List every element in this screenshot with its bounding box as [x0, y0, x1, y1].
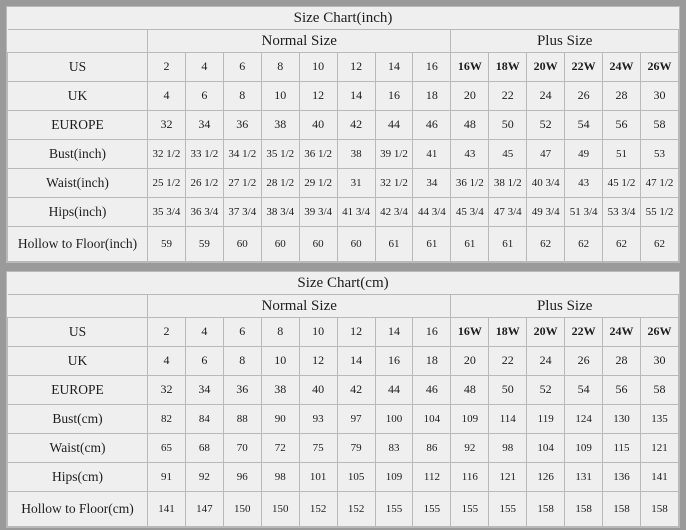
cell: 62	[603, 227, 641, 262]
cell: 33 1/2	[185, 140, 223, 169]
cell: 4	[185, 53, 223, 82]
cell: 97	[337, 405, 375, 434]
cell: 61	[451, 227, 489, 262]
cell: 48	[451, 376, 489, 405]
cell: 45	[489, 140, 527, 169]
table-row	[8, 318, 679, 347]
chart-title-row	[8, 272, 679, 295]
table-row	[8, 111, 679, 140]
cell: 39 3/4	[299, 198, 337, 227]
cell: 55 1/2	[640, 198, 678, 227]
cell: 36 3/4	[185, 198, 223, 227]
cell: 2	[148, 53, 186, 82]
cell: 25 1/2	[148, 169, 186, 198]
table-row	[8, 169, 679, 198]
cell: 35 3/4	[148, 198, 186, 227]
cell: 155	[375, 492, 413, 527]
cell: 98	[261, 463, 299, 492]
size-chart-cm	[6, 271, 680, 528]
cell: 75	[299, 434, 337, 463]
cell: 82	[148, 405, 186, 434]
table-row	[8, 492, 679, 527]
cell: 92	[451, 434, 489, 463]
cell: 56	[603, 376, 641, 405]
cell: 152	[299, 492, 337, 527]
cell: 68	[185, 434, 223, 463]
cell: 6	[185, 82, 223, 111]
cell: 59	[148, 227, 186, 262]
table-row	[8, 347, 679, 376]
cell: 150	[261, 492, 299, 527]
cell: 98	[489, 434, 527, 463]
cell: 18	[413, 347, 451, 376]
cell: 20	[451, 82, 489, 111]
cell: 28 1/2	[261, 169, 299, 198]
cell: 12	[299, 347, 337, 376]
cell: 59	[185, 227, 223, 262]
cell: 54	[565, 376, 603, 405]
cell: 8	[261, 53, 299, 82]
cell: 4	[148, 347, 186, 376]
cell: 109	[451, 405, 489, 434]
cell: 24W	[603, 53, 641, 82]
row-label: Hollow to Floor(cm)	[8, 492, 148, 527]
cell: 42	[337, 111, 375, 140]
cell: 147	[185, 492, 223, 527]
row-label: EUROPE	[8, 376, 148, 405]
cell: 14	[375, 318, 413, 347]
cell: 32 1/2	[375, 169, 413, 198]
cell: 18	[413, 82, 451, 111]
row-label: Waist(inch)	[8, 169, 148, 198]
cell: 41 3/4	[337, 198, 375, 227]
table-row	[8, 376, 679, 405]
row-label: Waist(cm)	[8, 434, 148, 463]
size-chart-inch-table	[7, 7, 679, 262]
cell: 72	[261, 434, 299, 463]
cell: 22	[489, 82, 527, 111]
cell: 16W	[451, 53, 489, 82]
cell: 26 1/2	[185, 169, 223, 198]
cell: 16W	[451, 318, 489, 347]
cell: 38	[261, 111, 299, 140]
row-label: UK	[8, 82, 148, 111]
cell: 16	[375, 347, 413, 376]
cell: 56	[603, 111, 641, 140]
table-row	[8, 198, 679, 227]
cell: 34	[413, 169, 451, 198]
table-row	[8, 463, 679, 492]
cell: 135	[640, 405, 678, 434]
cell: 152	[337, 492, 375, 527]
cell: 49	[565, 140, 603, 169]
corner-cell	[8, 295, 148, 318]
row-label: Bust(cm)	[8, 405, 148, 434]
cell: 114	[489, 405, 527, 434]
cell: 4	[148, 82, 186, 111]
cell: 126	[527, 463, 565, 492]
cell: 105	[337, 463, 375, 492]
cell: 40	[299, 111, 337, 140]
cell: 158	[640, 492, 678, 527]
cell: 16	[413, 318, 451, 347]
cell: 47 1/2	[640, 169, 678, 198]
cell: 155	[451, 492, 489, 527]
row-label: US	[8, 318, 148, 347]
cell: 50	[489, 376, 527, 405]
cell: 60	[223, 227, 261, 262]
group-header-normal: Normal Size	[148, 295, 451, 318]
chart-group-header-row	[8, 295, 679, 318]
cell: 34 1/2	[223, 140, 261, 169]
cell: 104	[413, 405, 451, 434]
cell: 96	[223, 463, 261, 492]
cell: 6	[223, 318, 261, 347]
chart-group-header-row	[8, 30, 679, 53]
cell: 38 3/4	[261, 198, 299, 227]
cell: 30	[640, 82, 678, 111]
cell: 109	[375, 463, 413, 492]
cell: 150	[223, 492, 261, 527]
cell: 32	[148, 111, 186, 140]
table-row	[8, 82, 679, 111]
table-row	[8, 53, 679, 82]
cell: 141	[148, 492, 186, 527]
cell: 6	[185, 347, 223, 376]
cell: 46	[413, 111, 451, 140]
cell: 65	[148, 434, 186, 463]
cell: 158	[565, 492, 603, 527]
cell: 93	[299, 405, 337, 434]
cell: 61	[489, 227, 527, 262]
cell: 54	[565, 111, 603, 140]
cell: 26W	[640, 53, 678, 82]
cell: 18W	[489, 318, 527, 347]
group-header-plus: Plus Size	[451, 30, 679, 53]
cell: 20	[451, 347, 489, 376]
cell: 14	[337, 347, 375, 376]
cell: 158	[527, 492, 565, 527]
cell: 14	[375, 53, 413, 82]
row-label: Hollow to Floor(inch)	[8, 227, 148, 262]
cell: 26	[565, 347, 603, 376]
cell: 10	[261, 347, 299, 376]
cell: 34	[185, 376, 223, 405]
cell: 51 3/4	[565, 198, 603, 227]
cell: 101	[299, 463, 337, 492]
corner-cell	[8, 30, 148, 53]
cell: 45 3/4	[451, 198, 489, 227]
cell: 49 3/4	[527, 198, 565, 227]
cell: 28	[603, 82, 641, 111]
cell: 136	[603, 463, 641, 492]
cell: 26W	[640, 318, 678, 347]
cell: 121	[489, 463, 527, 492]
cell: 32	[148, 376, 186, 405]
cell: 131	[565, 463, 603, 492]
cell: 36 1/2	[451, 169, 489, 198]
cell: 10	[299, 53, 337, 82]
cell: 2	[148, 318, 186, 347]
cell: 6	[223, 53, 261, 82]
table-row	[8, 140, 679, 169]
cell: 60	[299, 227, 337, 262]
cell: 115	[603, 434, 641, 463]
table-row	[8, 405, 679, 434]
cell: 36	[223, 111, 261, 140]
table-row	[8, 434, 679, 463]
cell: 20W	[527, 318, 565, 347]
cell: 43	[451, 140, 489, 169]
cell: 22	[489, 347, 527, 376]
cell: 40	[299, 376, 337, 405]
cell: 62	[565, 227, 603, 262]
cell: 60	[337, 227, 375, 262]
cell: 16	[413, 53, 451, 82]
cell: 8	[223, 82, 261, 111]
cell: 29 1/2	[299, 169, 337, 198]
cell: 8	[261, 318, 299, 347]
cell: 26	[565, 82, 603, 111]
cell: 28	[603, 347, 641, 376]
cell: 24	[527, 82, 565, 111]
row-label: UK	[8, 347, 148, 376]
cell: 112	[413, 463, 451, 492]
cell: 10	[299, 318, 337, 347]
cell: 84	[185, 405, 223, 434]
cell: 91	[148, 463, 186, 492]
cell: 86	[413, 434, 451, 463]
cell: 47 3/4	[489, 198, 527, 227]
cell: 47	[527, 140, 565, 169]
page-title: Size Chart(inch)	[8, 7, 679, 30]
cell: 14	[337, 82, 375, 111]
table-row	[8, 227, 679, 262]
cell: 53	[640, 140, 678, 169]
cell: 79	[337, 434, 375, 463]
row-label: Bust(inch)	[8, 140, 148, 169]
cell: 48	[451, 111, 489, 140]
cell: 32 1/2	[148, 140, 186, 169]
row-label: Hips(cm)	[8, 463, 148, 492]
size-chart-cm-table	[7, 272, 679, 527]
cell: 38	[261, 376, 299, 405]
cell: 38 1/2	[489, 169, 527, 198]
cell: 34	[185, 111, 223, 140]
cell: 31	[337, 169, 375, 198]
cell: 90	[261, 405, 299, 434]
cell: 124	[565, 405, 603, 434]
cell: 88	[223, 405, 261, 434]
cell: 50	[489, 111, 527, 140]
cell: 40 3/4	[527, 169, 565, 198]
cell: 109	[565, 434, 603, 463]
group-header-plus: Plus Size	[451, 295, 679, 318]
row-label: Hips(inch)	[8, 198, 148, 227]
cell: 116	[451, 463, 489, 492]
cell: 24W	[603, 318, 641, 347]
cell: 36 1/2	[299, 140, 337, 169]
cell: 22W	[565, 53, 603, 82]
cell: 58	[640, 111, 678, 140]
cell: 44	[375, 376, 413, 405]
cell: 46	[413, 376, 451, 405]
cell: 12	[337, 318, 375, 347]
cell: 51	[603, 140, 641, 169]
size-chart-inch	[6, 6, 680, 263]
cell: 45 1/2	[603, 169, 641, 198]
cell: 43	[565, 169, 603, 198]
cell: 24	[527, 347, 565, 376]
cell: 83	[375, 434, 413, 463]
cell: 130	[603, 405, 641, 434]
cell: 104	[527, 434, 565, 463]
cell: 61	[413, 227, 451, 262]
group-header-normal: Normal Size	[148, 30, 451, 53]
cell: 53 3/4	[603, 198, 641, 227]
cell: 16	[375, 82, 413, 111]
page-title: Size Chart(cm)	[8, 272, 679, 295]
cell: 44	[375, 111, 413, 140]
cell: 155	[413, 492, 451, 527]
cell: 10	[261, 82, 299, 111]
cell: 155	[489, 492, 527, 527]
cell: 30	[640, 347, 678, 376]
row-label: EUROPE	[8, 111, 148, 140]
cell: 36	[223, 376, 261, 405]
cell: 12	[299, 82, 337, 111]
cell: 70	[223, 434, 261, 463]
cell: 22W	[565, 318, 603, 347]
cell: 158	[603, 492, 641, 527]
cell: 100	[375, 405, 413, 434]
cell: 141	[640, 463, 678, 492]
cell: 8	[223, 347, 261, 376]
cell: 20W	[527, 53, 565, 82]
cell: 58	[640, 376, 678, 405]
cell: 52	[527, 376, 565, 405]
cell: 61	[375, 227, 413, 262]
cell: 4	[185, 318, 223, 347]
row-label: US	[8, 53, 148, 82]
cell: 41	[413, 140, 451, 169]
cell: 39 1/2	[375, 140, 413, 169]
cell: 92	[185, 463, 223, 492]
cell: 60	[261, 227, 299, 262]
cell: 38	[337, 140, 375, 169]
cell: 62	[640, 227, 678, 262]
cell: 121	[640, 434, 678, 463]
cell: 18W	[489, 53, 527, 82]
chart-title-row	[8, 7, 679, 30]
cell: 27 1/2	[223, 169, 261, 198]
cell: 119	[527, 405, 565, 434]
cell: 62	[527, 227, 565, 262]
cell: 44 3/4	[413, 198, 451, 227]
cell: 42	[337, 376, 375, 405]
cell: 37 3/4	[223, 198, 261, 227]
cell: 12	[337, 53, 375, 82]
cell: 42 3/4	[375, 198, 413, 227]
cell: 52	[527, 111, 565, 140]
cell: 35 1/2	[261, 140, 299, 169]
